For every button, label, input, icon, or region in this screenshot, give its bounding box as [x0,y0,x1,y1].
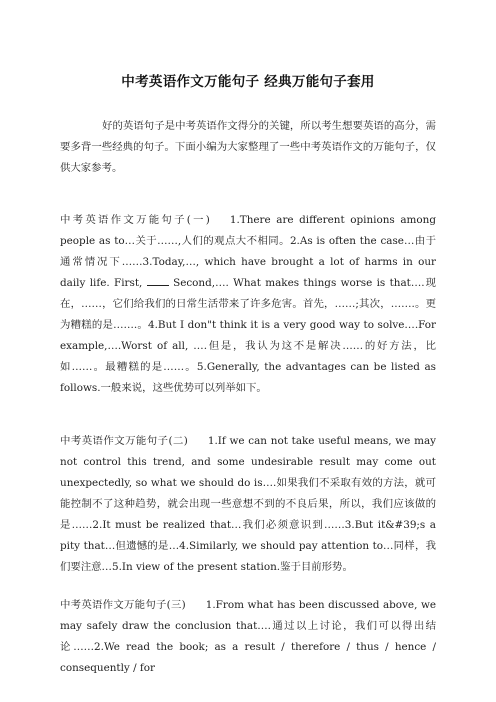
section-heading-2: 中考英语作文万能句子(二) [60,435,188,447]
section-text-2: 1.If we can not take useful means, we may not control this trend, and some undesirable result may come out unexpectedly, so what we should do is….如果我们不采取有效的方法，就可能控制不了这种趋势，就会出现一些意想不到的不良后果，所以，我们应该做的是……2.It must be realized that…我们必须意识到……3.But it&#39;s a pity that…但遗憾的是…4.Similarly, we should pay attention to…同样，我们要注意…5.In view of the present station.鉴于目前形势。 [60,435,437,573]
intro-paragraph: 好的英语句子是中考英语作文得分的关键，所以考生想要英语的高分，需要多背一些经典的句子。下面小编为大家整理了一些中考英语作文的万能句子，仅供大家参考。 [60,120,436,174]
blank-underline [147,276,169,286]
section-text-3: 1.From what has been discussed above, we may safely draw the conclusion that….通过以上讨论，我们可以得出结论……2.We read the book; as a result / therefore / thus / hence / consequently / for [60,599,437,674]
section-paragraph-3 [60,595,436,679]
section-paragraph-1 [60,210,436,399]
section-heading-1: 中考英语作文万能句子(一) [60,214,210,226]
section-heading-3: 中考英语作文万能句子(三) [60,599,186,611]
section-text-1a: 1.There are different opinions among people as to…关于……,人们的观点大不相同。2.As is often the case…由于通常情况下……3.Today,…, which have brought a lot of harms in our daily life. First, [60,214,436,289]
section-paragraph-2 [60,431,436,578]
section-text-1b: Second,…. What makes things worse is that….现在，……，它们给我们的日常生活带来了许多危害。首先，……;其次，…….。更为糟糕的是…….。4.But I don"t think it is a very good way to solve….For example,….Worst of all, ….但是，我认为这不是解决……的好方法，比如……。最糟糕的是……。5.Generally, the advantages can be listed as follows.一般来说，这些优势可以列举如下。 [60,277,437,394]
document-title: 中考英语作文万能句子 经典万能句子套用 [121,74,375,90]
